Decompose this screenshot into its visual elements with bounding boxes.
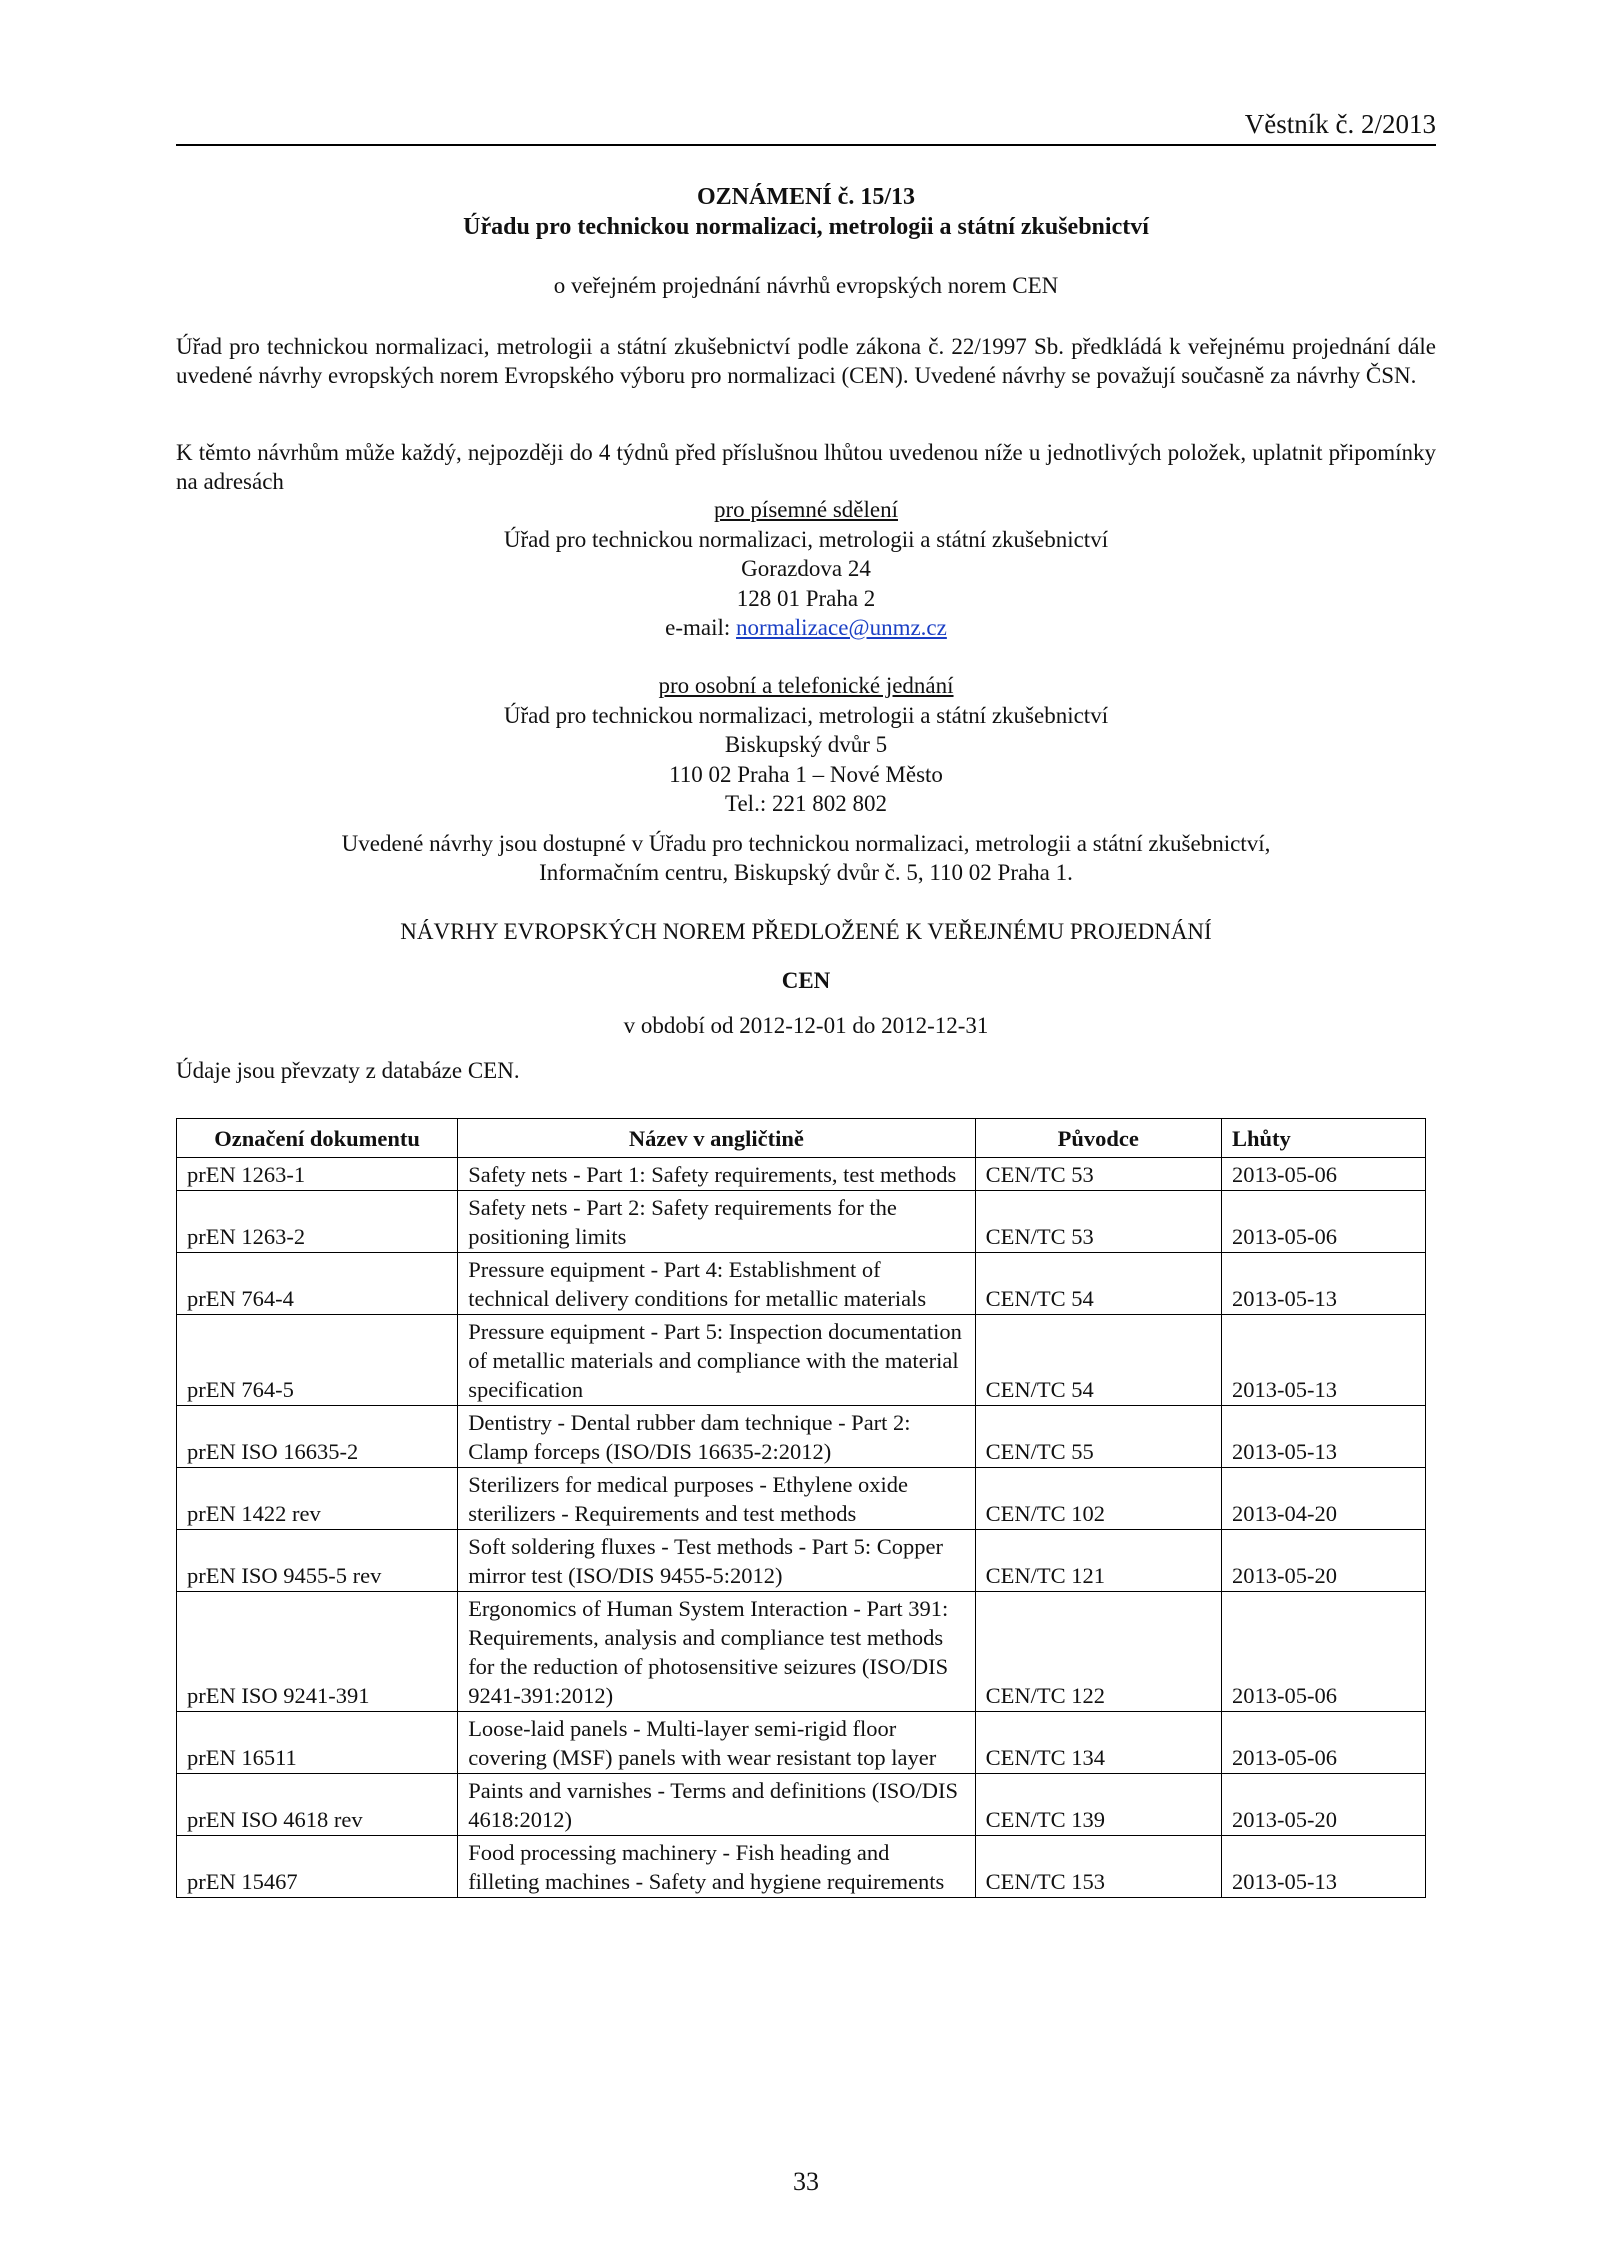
written-street: Gorazdova 24 bbox=[741, 556, 871, 581]
table-header-row bbox=[177, 1119, 1426, 1158]
notice-issuer: Úřadu pro technickou normalizaci, metrologii a státní zkušebnictví bbox=[463, 214, 1149, 240]
section-period: v období od 2012-12-01 do 2012-12-31 bbox=[623, 1013, 989, 1038]
personal-heading: pro osobní a telefonické jednání bbox=[658, 673, 954, 698]
originator-cell: CEN/TC 139 bbox=[975, 1774, 1221, 1836]
originator-cell: CEN/TC 134 bbox=[975, 1712, 1221, 1774]
deadline-cell: 2013-05-06 bbox=[1221, 1191, 1425, 1253]
email-label: e-mail: bbox=[665, 615, 737, 640]
page-number: 33 bbox=[793, 2167, 819, 2196]
originator-cell: CEN/TC 54 bbox=[975, 1315, 1221, 1406]
english-title-cell: Pressure equipment - Part 4: Establishment of technical delivery conditions for metallic materials bbox=[458, 1253, 975, 1315]
personal-org: Úřad pro technickou normalizaci, metrologii a státní zkušebnictví bbox=[503, 702, 1109, 728]
email-link[interactable]: normalizace@unmz.cz bbox=[736, 615, 947, 640]
table-row bbox=[177, 1468, 1426, 1530]
english-title-cell: Pressure equipment - Part 5: Inspection documentation of metallic materials and compliance with the material specification bbox=[458, 1315, 975, 1406]
header-document-id: Označení dokumentu bbox=[177, 1119, 458, 1158]
deadline-cell: 2013-05-20 bbox=[1221, 1530, 1425, 1592]
document-id-cell: prEN 1263-1 bbox=[177, 1158, 458, 1191]
table-row bbox=[177, 1774, 1426, 1836]
availability-note bbox=[176, 829, 1436, 887]
data-source-note: Údaje jsou převzaty z databáze CEN. bbox=[176, 1058, 520, 1083]
english-title-cell: Safety nets - Part 1: Safety requirements, test methods bbox=[458, 1158, 975, 1191]
table-row bbox=[177, 1406, 1426, 1468]
document-id-cell: prEN 15467 bbox=[177, 1836, 458, 1898]
table-row bbox=[177, 1530, 1426, 1592]
deadline-cell: 2013-05-13 bbox=[1221, 1406, 1425, 1468]
written-org: Úřad pro technickou normalizaci, metrologii a státní zkušebnictví bbox=[503, 526, 1109, 552]
originator-cell: CEN/TC 55 bbox=[975, 1406, 1221, 1468]
originator-cell: CEN/TC 121 bbox=[975, 1530, 1221, 1592]
table-row bbox=[177, 1712, 1426, 1774]
originator-cell: CEN/TC 53 bbox=[975, 1191, 1221, 1253]
written-address-block bbox=[176, 495, 1436, 643]
english-title-cell: Loose-laid panels - Multi-layer semi-rigid floor covering (MSF) panels with wear resistant top layer bbox=[458, 1712, 975, 1774]
written-heading: pro písemné sdělení bbox=[714, 497, 898, 522]
personal-street: Biskupský dvůr 5 bbox=[724, 732, 888, 757]
deadline-cell: 2013-05-06 bbox=[1221, 1712, 1425, 1774]
document-id-cell: prEN ISO 4618 rev bbox=[177, 1774, 458, 1836]
originator-cell: CEN/TC 122 bbox=[975, 1592, 1221, 1712]
journal-header: Věstník č. 2/2013 bbox=[176, 106, 1436, 146]
table-body bbox=[177, 1158, 1426, 1898]
personal-phone: Tel.: 221 802 802 bbox=[725, 791, 887, 816]
header-deadline: Lhůty bbox=[1221, 1119, 1425, 1158]
deadline-cell: 2013-05-20 bbox=[1221, 1774, 1425, 1836]
originator-cell: CEN/TC 153 bbox=[975, 1836, 1221, 1898]
originator-cell: CEN/TC 54 bbox=[975, 1253, 1221, 1315]
originator-cell: CEN/TC 102 bbox=[975, 1468, 1221, 1530]
document-id-cell: prEN ISO 16635-2 bbox=[177, 1406, 458, 1468]
originator-cell: CEN/TC 53 bbox=[975, 1158, 1221, 1191]
table-row bbox=[177, 1253, 1426, 1315]
header-originator: Původce bbox=[975, 1119, 1221, 1158]
personal-address-block bbox=[176, 671, 1436, 819]
standards-table bbox=[176, 1118, 1426, 1898]
deadline-cell: 2013-05-06 bbox=[1221, 1592, 1425, 1712]
table-row bbox=[177, 1191, 1426, 1253]
notice-subject: o veřejném projednání návrhů evropských norem CEN bbox=[553, 273, 1059, 298]
availability-line-1: Uvedené návrhy jsou dostupné v Úřadu pro technickou normalizaci, metrologii a státní zkušebnictví, bbox=[341, 831, 1271, 856]
intro-paragraph: Úřad pro technickou normalizaci, metrologii a státní zkušebnictví podle zákona č. 22/1997 Sb. předkládá k veřejnému projednání dále uvedené návrhy evropských norem Evropského výboru pro normalizaci (CEN). Uvedené návrhy se považují současně za návrhy ČSN. bbox=[176, 334, 1436, 388]
personal-city: 110 02 Praha 1 – Nové Město bbox=[669, 761, 943, 787]
table-row bbox=[177, 1315, 1426, 1406]
document-id-cell: prEN 1263-2 bbox=[177, 1191, 458, 1253]
english-title-cell: Paints and varnishes - Terms and definitions (ISO/DIS 4618:2012) bbox=[458, 1774, 975, 1836]
deadline-cell: 2013-05-13 bbox=[1221, 1253, 1425, 1315]
document-id-cell: prEN ISO 9241-391 bbox=[177, 1592, 458, 1712]
section-body: CEN bbox=[781, 968, 831, 993]
english-title-cell: Sterilizers for medical purposes - Ethylene oxide sterilizers - Requirements and test methods bbox=[458, 1468, 975, 1530]
header-english-title: Název v angličtině bbox=[458, 1119, 975, 1158]
availability-line-2: Informačním centru, Biskupský dvůr č. 5, 110 02 Praha 1. bbox=[539, 860, 1073, 885]
section-heading: NÁVRHY EVROPSKÝCH NOREM PŘEDLOŽENÉ K VEŘEJNÉMU PROJEDNÁNÍ bbox=[400, 919, 1212, 944]
comments-paragraph: K těmto návrhům může každý, nejpozději do 4 týdnů před příslušnou lhůtou uvedenou níže u jednotlivých položek, uplatnit připomínky na adresách bbox=[176, 440, 1436, 494]
table-row bbox=[177, 1158, 1426, 1191]
document-id-cell: prEN 16511 bbox=[177, 1712, 458, 1774]
english-title-cell: Food processing machinery - Fish heading and filleting machines - Safety and hygiene requirements bbox=[458, 1836, 975, 1898]
document-id-cell: prEN ISO 9455-5 rev bbox=[177, 1530, 458, 1592]
table-row bbox=[177, 1836, 1426, 1898]
deadline-cell: 2013-04-20 bbox=[1221, 1468, 1425, 1530]
written-city: 128 01 Praha 2 bbox=[736, 585, 876, 611]
document-id-cell: prEN 1422 rev bbox=[177, 1468, 458, 1530]
deadline-cell: 2013-05-13 bbox=[1221, 1836, 1425, 1898]
table-row bbox=[177, 1592, 1426, 1712]
document-id-cell: prEN 764-4 bbox=[177, 1253, 458, 1315]
notice-title: OZNÁMENÍ č. 15/13 bbox=[697, 184, 915, 210]
written-email-line bbox=[176, 613, 1436, 643]
english-title-cell: Ergonomics of Human System Interaction - Part 391: Requirements, analysis and compliance test methods for the reduction of photosensitive seizures (ISO/DIS 9241-391:2012) bbox=[458, 1592, 975, 1712]
english-title-cell: Soft soldering fluxes - Test methods - Part 5: Copper mirror test (ISO/DIS 9455-5:2012) bbox=[458, 1530, 975, 1592]
document-id-cell: prEN 764-5 bbox=[177, 1315, 458, 1406]
deadline-cell: 2013-05-06 bbox=[1221, 1158, 1425, 1191]
english-title-cell: Dentistry - Dental rubber dam technique - Part 2: Clamp forceps (ISO/DIS 16635-2:2012) bbox=[458, 1406, 975, 1468]
english-title-cell: Safety nets - Part 2: Safety requirements for the positioning limits bbox=[458, 1191, 975, 1253]
deadline-cell: 2013-05-13 bbox=[1221, 1315, 1425, 1406]
